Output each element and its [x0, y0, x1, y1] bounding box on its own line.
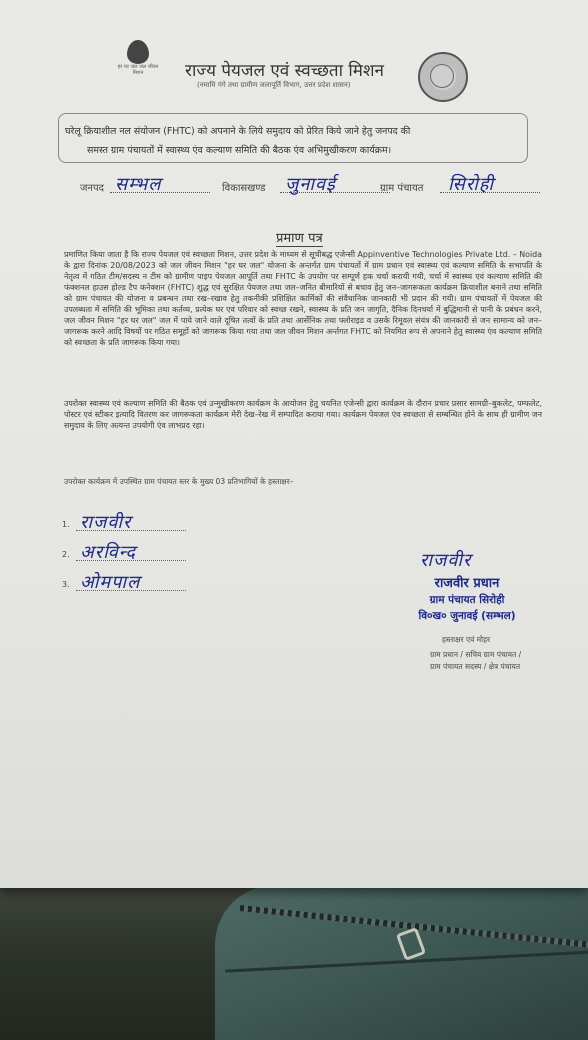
subject-box — [58, 113, 528, 163]
district-label: जनपद — [80, 183, 104, 194]
block-value: जुनावई — [285, 174, 336, 195]
organization-subtitle: (नमामि गंगे तथा ग्रामीण जलापूर्ति विभाग, उत्तर प्रदेश शासन) — [197, 81, 351, 89]
water-drop-icon — [127, 40, 149, 64]
certificate-paragraph-2: उपरोक्त स्वास्थ्य एवं कल्याण समिति की बैठक एवं उन्मुखीकरण कार्यक्रम के आयोजन हेतु चयनित एजेन्सी द्वारा कार्यक्रम के दौरान प्रचार प्रसार सामग्री–बुकलेट, पम्फलेट, पोस्टर एवं स्टीकर इत्यादि वितरण कर जागरूकता कार्यक्रम मेरी देख–रेख में सम्पादित कराया गया। कार्यक्रम पेयजल एंव स्वच्छता से सम्बन्धित होने के साथ ही ग्रामीण जन समुदाय के लिए अत्यन्त उपयोगी एंव लाभप्रद रहा। — [64, 399, 542, 430]
district-value: सम्भल — [115, 174, 162, 195]
participant-signature: अरविन्द — [80, 542, 136, 563]
designation-line-1: ग्राम प्रधान / सचिव ग्राम पंचायत / — [430, 650, 522, 659]
certificate-title: प्रमाण पत्र — [276, 228, 323, 247]
participant-signature: ओमपाल — [80, 572, 141, 593]
stamp-line-2: ग्राम पंचायत सिरोही — [429, 594, 505, 606]
certificate-paragraph-1: प्रमाणित किया जाता है कि राज्य पेयजल एवं स्वच्छता मिशन, उत्तर प्रदेश के माध्यम से सूचीबद्ध एजेन्सी Appinventive Technologies Private Ltd. – Noida के द्वारा दिनांक 20/08/2023 को जल जीवन मिशन "हर घर जल" योजना के अन्तर्गत ग्राम पंचायतों में ग्राम प्रधान एवं स्वास्थ्य एवं कल्याण समिति के सभापति के नेतृत्व में गठित टीम/सदस्य न टीम को ग्रामीण पाइप पेयजल आपूर्ति तथा FHTC के उपयोग पर सम्पूर्ण हक चर्चा करायी गयी, चर्चा में स्वास्थ्य एवं कल्याण समिति की फंक्शनल हाउस होल्ड टैप कनेक्शन (FHTC) शुद्ध एवं सुरक्षित पेयजल तथा जल–जनित बीमारियों से बचाव हेतु जन–जागरूकता कार्यक्रम क्रियाशील बनाने तथा समिति को ग्राम पंचायत की योजना व प्रबन्धन तथा रख–रखाव हेतु तकनीकी प्रशिक्षित कार्मिकों की संवैधानिक जानकारी भी प्रदान की गयी। ग्राम पंचायतों में पेयजल की उपलब्धता में समिति की भूमिका तथा कर्तव्य, प्रत्येक घर एवं परिवार को स्वच्छ रखने, स्वास्थ्य के प्रति जन जागृति, दैनिक दिनचर्या में बुद्धिमानी से पानी के प्रबंधन करने, जल जीवन मिशन "हर घर जल" जल में पाये जाने वाले दूषित तत्वों के प्रति तथा आर्सेनिक तथा फ्लोराइड व उसके रिमूवल संयंत्र की जानकारी से जन सामान्य को जन–जागरूक करने आदि विषयों पर गठित समूहों को जागरूक किया गया तथा जल जीवन मिशन अर्न्तगत FHTC को नियमित रूप से अपनाने हेतु स्वास्थ्य एंव कल्याण समिति को स्वच्छता के प्रति जागरूक किया गया। — [64, 250, 542, 347]
participant-number: 1. — [62, 520, 70, 529]
organization-title: राज्य पेयजल एवं स्वच्छता मिशन — [185, 61, 384, 81]
participant-signature: राजवीर — [80, 512, 132, 533]
logo-caption: हर घर जल जल जीवन मिशन — [117, 64, 159, 76]
participant-number: 2. — [62, 550, 70, 559]
subject-line-1: घरेलू क्रियाशील नल संयोजन (FHTC) को अपनाने के लिये समुदाय को प्रेरित किये जाने हेतु जनपद की — [65, 126, 411, 137]
block-label: विकासखण्ड — [222, 183, 266, 194]
panchayat-value: सिरोही — [448, 174, 495, 195]
designation-line-2: ग्राम पंचायत सदस्य / क्षेत्र पंचायत — [430, 662, 521, 671]
up-government-seal-icon — [418, 52, 468, 102]
participants-intro: उपरोक्त कार्यक्रम में उपस्थित ग्राम पंचायत स्तर के मुख्य 03 प्रतिभागियों के हस्ताक्षर– — [64, 477, 294, 486]
seal-label: हस्ताक्षर एवं मोहर — [442, 635, 491, 644]
stamp-line-3: वि०ख० जुनावई (सम्भल) — [418, 610, 516, 622]
pradhan-signature: राजवीर — [420, 550, 472, 571]
pradhan-stamp — [382, 573, 552, 623]
participant-number: 3. — [62, 580, 70, 589]
panchayat-label: ग्राम पंचायत — [380, 183, 424, 194]
subject-line-2: समस्त ग्राम पंचायतों में स्वास्थ्य एंव कल्याण समिति की बैठक एंव अभिमुखीकरण कार्यक्रम। — [87, 145, 392, 156]
stamp-line-1: राजवीर प्रधान — [434, 576, 500, 591]
jal-jeevan-mission-logo — [116, 40, 160, 76]
